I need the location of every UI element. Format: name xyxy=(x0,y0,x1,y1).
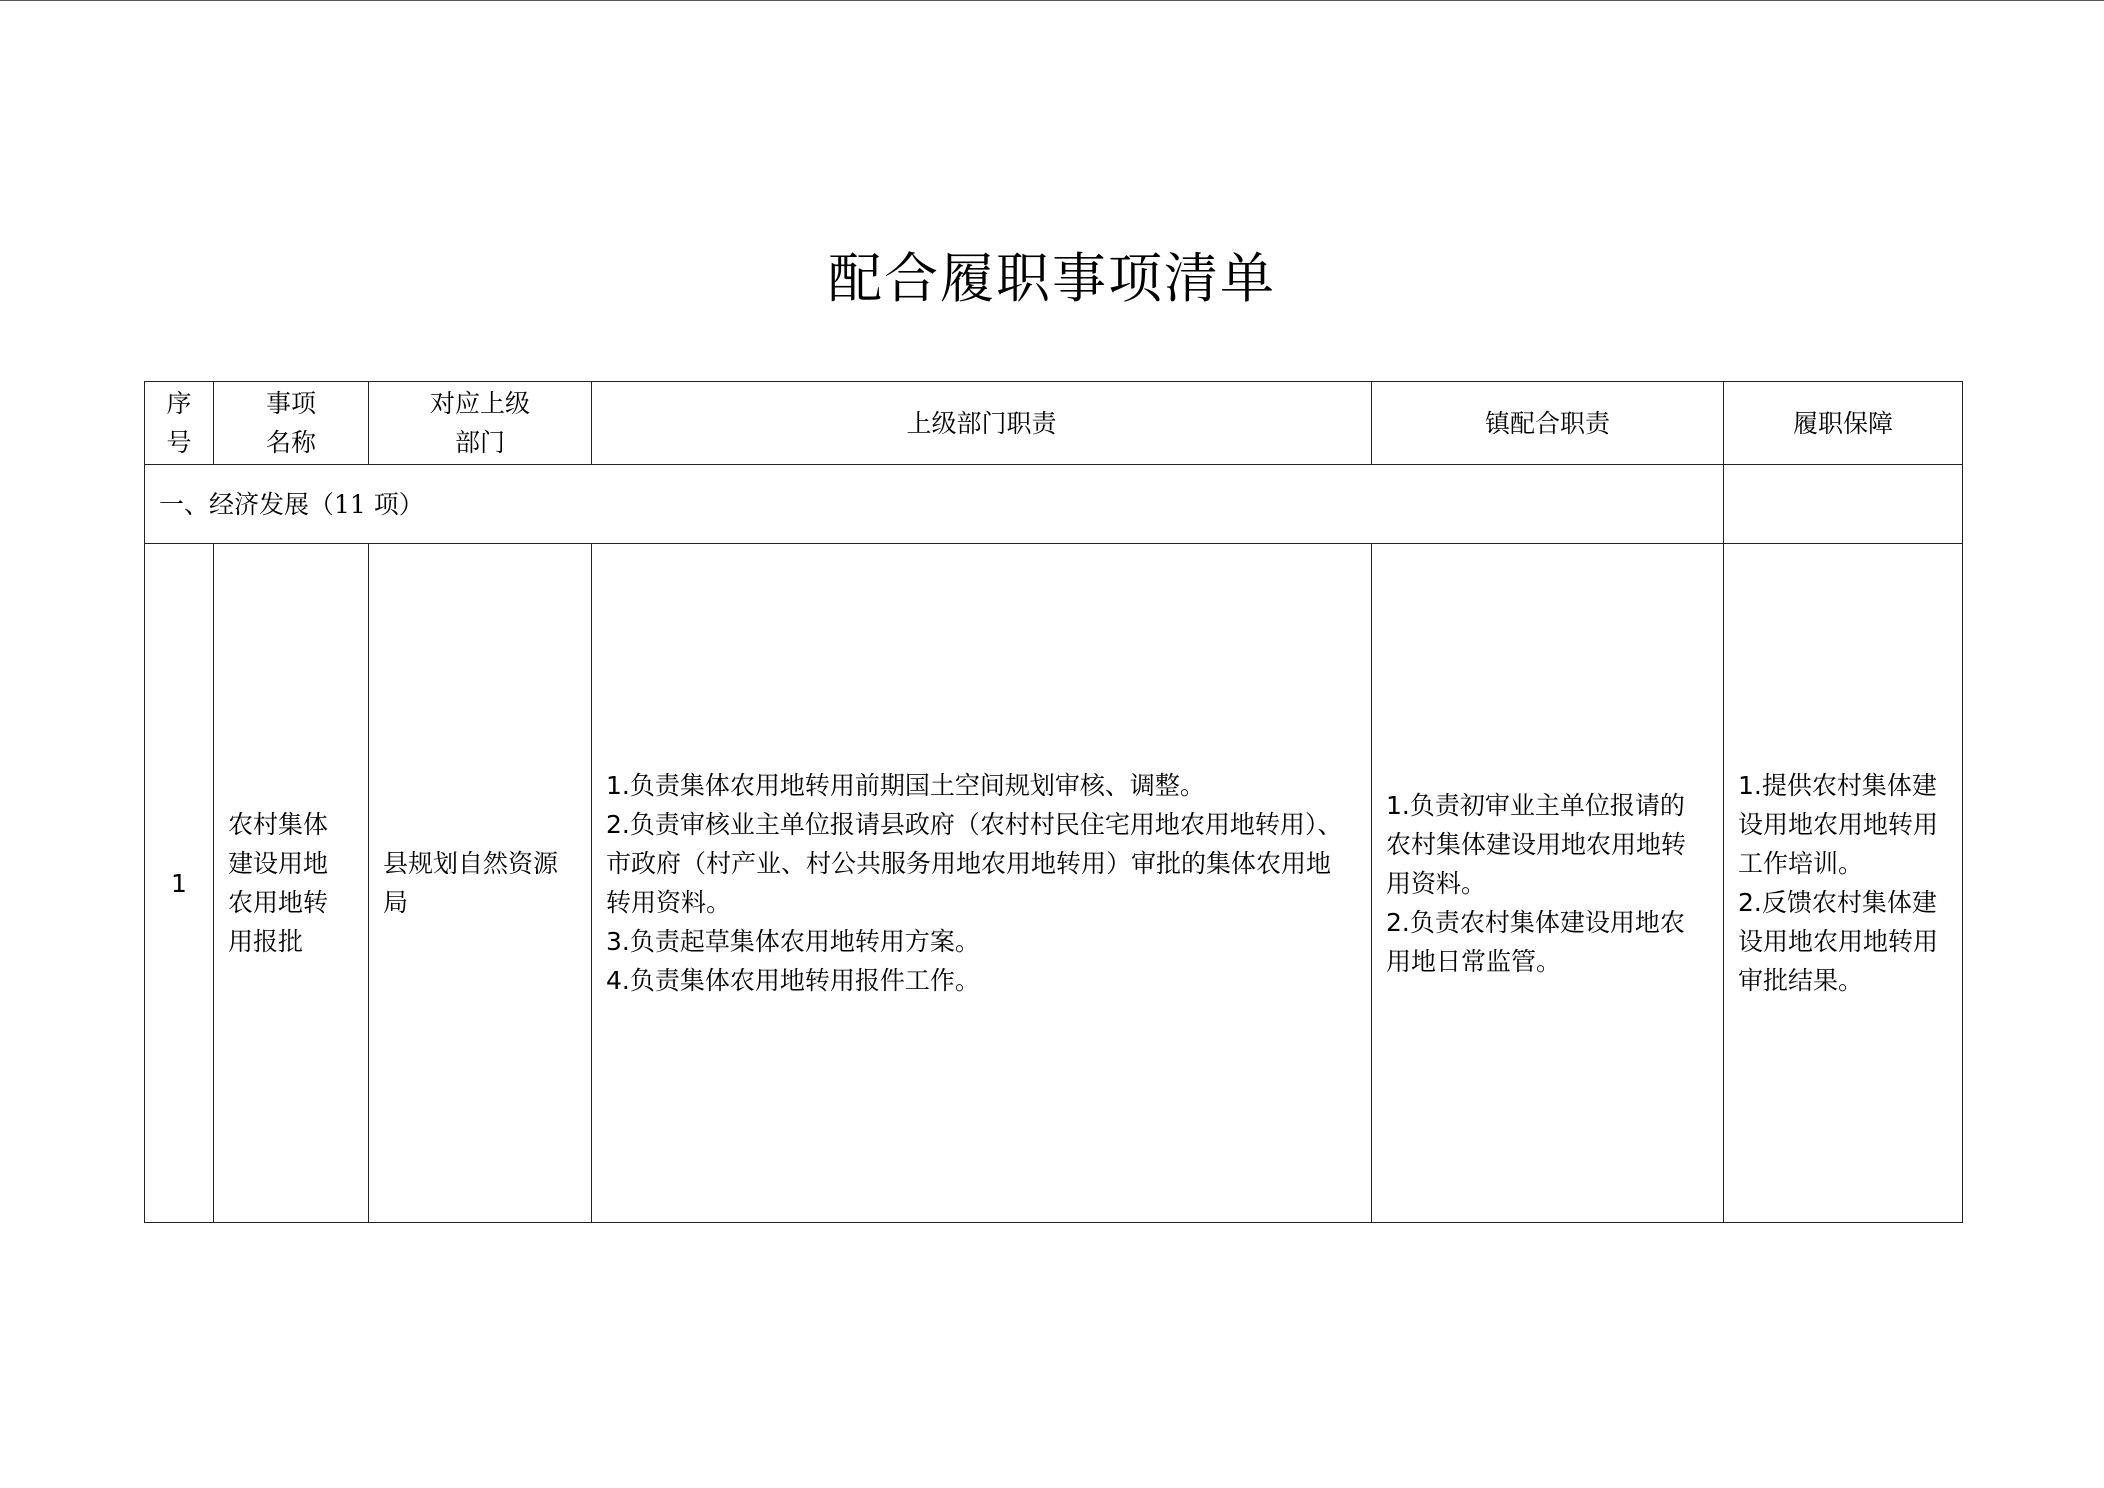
header-index: 序 号 xyxy=(145,382,214,465)
page-top-border xyxy=(0,0,2104,1)
duty-list-table xyxy=(144,381,1963,1223)
header-upper-duty: 上级部门职责 xyxy=(592,382,1372,465)
table-row xyxy=(145,544,1963,1223)
row-town-duty: 1.负责初审业主单位报请的 农村集体建设用地农用地转 用资料。 2.负责农村集体建设用地农 用地日常监管。 xyxy=(1372,544,1724,1223)
row-item-name: 农村集体 建设用地 农用地转 用报批 xyxy=(214,544,369,1223)
section-label: 一、经济发展（11 项） xyxy=(145,465,1724,544)
section-note xyxy=(1724,465,1963,544)
header-guarantee: 履职保障 xyxy=(1724,382,1963,465)
document-title: 配合履职事项清单 xyxy=(828,247,1276,310)
table-header-row xyxy=(145,382,1963,465)
row-index: 1 xyxy=(145,544,214,1223)
row-guarantee: 1.提供农村集体建 设用地农用地转用 工作培训。 2.反馈农村集体建 设用地农用地转用 审批结果。 xyxy=(1724,544,1963,1223)
header-item-name: 事项 名称 xyxy=(214,382,369,465)
row-dept: 县规划自然资源 局 xyxy=(369,544,592,1223)
section-row xyxy=(145,465,1963,544)
row-upper-duty: 1.负责集体农用地转用前期国土空间规划审核、调整。 2.负责审核业主单位报请县政府（农村村民住宅用地农用地转用）、 市政府（村产业、村公共服务用地农用地转用）审批的集体农用地 转用资料。 3.负责起草集体农用地转用方案。 4.负责集体农用地转用报件工作。 xyxy=(592,544,1372,1223)
header-town-duty: 镇配合职责 xyxy=(1372,382,1724,465)
header-dept: 对应上级 部门 xyxy=(369,382,592,465)
